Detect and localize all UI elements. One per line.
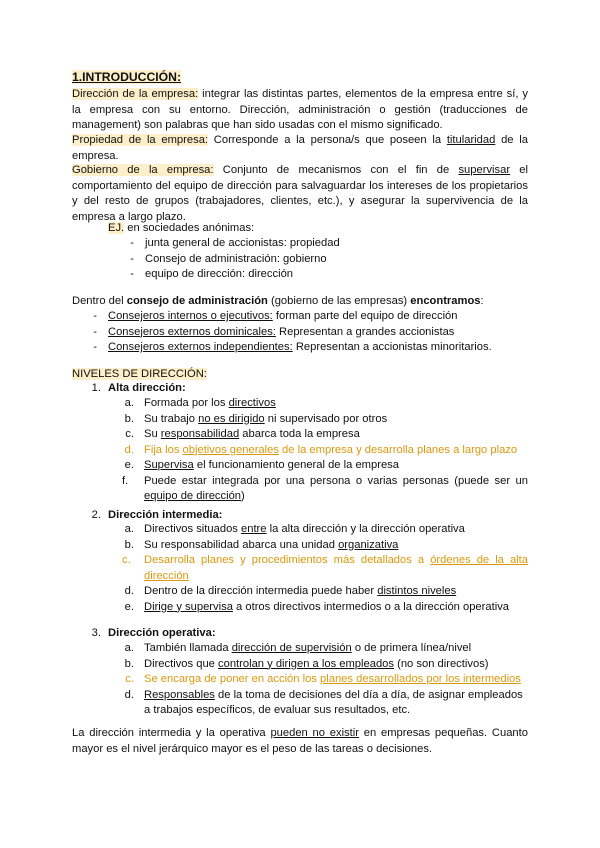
term-propiedad: Propiedad de la empresa: [72, 134, 209, 146]
list-item [124, 412, 528, 428]
definition-text: el comportamiento del equipo de dirección para salvaguardar los intereses de los propietarios y del resto de grupos (trabajadores, clientes, etc.), y asegurar la supervivencia de la empresa a largo plazo. [72, 164, 529, 223]
item-text: Su [144, 428, 161, 440]
list-item: - Consejeros externos independientes: Representan a accionistas minoritarios. [93, 341, 492, 353]
consejero-type: Consejeros externos independientes: [108, 341, 293, 353]
closing-text: La dirección intermedia y la operativa [72, 727, 271, 739]
item-underlined: responsabilidad [160, 428, 240, 440]
list-item-highlighted [125, 672, 528, 688]
list-item [124, 522, 528, 538]
item-marker: b. [124, 412, 134, 425]
item-underlined: Dirige y supervisa [144, 600, 233, 613]
list-item: - Consejeros externos dominicales: Representan a grandes accionistas [93, 325, 455, 338]
item-underlined: entre [241, 523, 267, 535]
item-text: Su responsabilidad abarca una unidad [144, 538, 339, 551]
item-text: Puede estar integrada por una persona o varias personas (puede ser un [144, 474, 528, 487]
text: : [480, 295, 484, 307]
item-marker: c. [125, 673, 134, 685]
example-line [108, 221, 528, 237]
item-marker: a. [124, 642, 134, 654]
item-marker: d. [124, 585, 134, 597]
item-marker: c. [125, 428, 134, 440]
item-text: Directivos situados [144, 523, 241, 535]
item-text: Desarrolla planes y procedimientos más detallados a [144, 554, 431, 566]
item-text: Directivos que [144, 657, 218, 670]
consejero-desc: forman parte del equipo de dirección [272, 310, 458, 322]
item-text: También llamada [144, 642, 232, 654]
consejero-desc: Representan a accionistas minoritarios. [292, 341, 492, 353]
list-item [124, 584, 528, 600]
bold-text: consejo de administración [126, 295, 268, 307]
item-text: Se encarga de poner en acción los [144, 673, 321, 685]
definition-direccion [72, 87, 528, 134]
list-item [124, 688, 528, 719]
example-list [130, 236, 525, 283]
item-marker: b. [124, 538, 134, 551]
item-underlined: dirección de supervisión [231, 642, 352, 654]
level-number: 3. [91, 627, 101, 639]
list-item: - junta general de accionistas: propiedad [130, 237, 340, 249]
term-gobierno: Gobierno de la empresa: [72, 164, 214, 176]
level-operativa-list [124, 641, 528, 719]
item-underlined: controlan y dirigen a los empleados [218, 657, 394, 670]
text: (gobierno de las empresas) [267, 295, 411, 307]
item-text: Formada por los [144, 397, 229, 409]
definition-text: de la empresa. [72, 134, 528, 162]
item-marker: d. [124, 688, 134, 701]
item-marker: a. [124, 397, 134, 409]
item-marker: a. [124, 523, 134, 535]
consejero-type: Consejeros externos dominicales: [108, 325, 276, 338]
level-title: Alta dirección: [108, 382, 186, 394]
list-item [124, 657, 528, 673]
closing-paragraph [72, 726, 528, 757]
item-text: (no son directivos) [394, 657, 489, 670]
consejeros-list [93, 309, 528, 356]
underlined-word: supervisar [458, 164, 511, 176]
item-underlined: organizativa [338, 538, 399, 551]
item-text: ni supervisado por otros [264, 412, 388, 425]
level-title: Dirección operativa: [108, 627, 216, 639]
list-item-highlighted [122, 553, 529, 584]
item-marker: b. [124, 657, 134, 670]
item-underlined: órdenes de la alta dirección [144, 554, 529, 582]
closing-underlined: pueden no existir [270, 727, 359, 739]
example-label: EJ. [108, 222, 125, 234]
section-title-text: 1.INTRODUCCIÓN: [72, 70, 182, 84]
section-title [72, 70, 181, 85]
list-item-text: Consejo de administración: gobierno [145, 252, 327, 265]
term-direccion: Dirección de la empresa: [72, 88, 199, 100]
consejero-desc: Representan a grandes accionistas [275, 325, 455, 338]
item-text: la alta dirección y la dirección operativa [266, 523, 465, 535]
level-number: 2. [91, 509, 101, 521]
item-underlined: no es dirigido [198, 412, 265, 425]
item-underlined: directivos [228, 397, 276, 409]
list-item [122, 474, 528, 505]
definition-text: integrar las distintas partes, elementos de la empresa entre sí, y la empresa con su entorno. Dirección, administración o gestión (traducciones de management) son palabras que han sido usadas con el mismo significado. [72, 88, 528, 131]
list-item: - equipo de dirección: dirección [130, 268, 294, 280]
item-text: o de primera línea/nivel [351, 642, 472, 654]
text: Dentro del [72, 295, 127, 307]
list-item [124, 458, 528, 474]
item-text: a otros directivos intermedios o a la dirección operativa [232, 600, 510, 613]
item-marker: f. [122, 474, 129, 487]
list-item-text: equipo de dirección: dirección [145, 268, 294, 280]
example-text: en sociedades anónimas: [124, 222, 255, 234]
item-text: de la toma de decisiones del día a día, de asignar empleados a trabajos específicos, de evaluar sus resultados, etc. [144, 688, 523, 716]
consejero-type: Consejeros internos o ejecutivos: [108, 310, 273, 322]
list-item [124, 396, 528, 412]
item-underlined: distintos niveles [377, 585, 457, 597]
bold-text: encontramos [410, 295, 481, 307]
item-underlined: objetivos generales [182, 443, 279, 456]
definition-propiedad [72, 133, 528, 164]
level-alta-list [122, 396, 528, 505]
item-marker: c. [122, 554, 131, 566]
item-text: Dentro de la dirección intermedia puede haber [144, 585, 378, 597]
item-text: el funcionamiento general de la empresa [193, 459, 399, 471]
item-underlined: Responsables [144, 688, 215, 701]
list-item [124, 538, 528, 554]
item-text: abarca toda la empresa [239, 428, 360, 440]
level-intermedia-list [122, 522, 529, 615]
item-marker: e. [124, 459, 134, 471]
niveles-heading-text: NIVELES DE DIRECCIÓN: [72, 368, 207, 380]
item-underlined: planes desarrollados por los intermedios [320, 673, 521, 685]
list-item: - Consejeros internos o ejecutivos: forman parte del equipo de dirección [93, 310, 458, 322]
list-item [124, 641, 528, 657]
item-marker: e. [124, 600, 134, 613]
item-text: de la empresa y desarrolla planes a largo plazo [278, 443, 518, 456]
closing-text: en empresas pequeñas. Cuanto mayor es el nivel jerárquico mayor es el peso de las tareas o decisiones. [72, 727, 528, 755]
level-alta-title [91, 381, 528, 397]
level-operativa-title [91, 626, 528, 642]
consejo-intro [72, 294, 528, 310]
list-item-text: junta general de accionistas: propiedad [145, 237, 340, 249]
item-text: Fija los [144, 443, 183, 456]
item-text: ) [241, 490, 245, 502]
level-title: Dirección intermedia: [108, 509, 223, 521]
level-number: 1. [91, 382, 101, 394]
item-underlined: equipo de dirección [144, 490, 242, 502]
item-underlined: Supervisa [144, 459, 194, 471]
underlined-word: titularidad [446, 134, 496, 146]
list-item [125, 427, 528, 443]
item-text: Su trabajo [144, 412, 199, 425]
list-item-highlighted [124, 443, 528, 459]
list-item [124, 600, 528, 616]
item-marker: d. [124, 443, 134, 456]
definition-text: Conjunto de mecanismos con el fin de [213, 164, 459, 176]
list-item: - Consejo de administración: gobierno [130, 252, 327, 265]
definition-gobierno [72, 163, 528, 225]
definition-text: Corresponde a la persona/s que poseen la [208, 134, 447, 146]
